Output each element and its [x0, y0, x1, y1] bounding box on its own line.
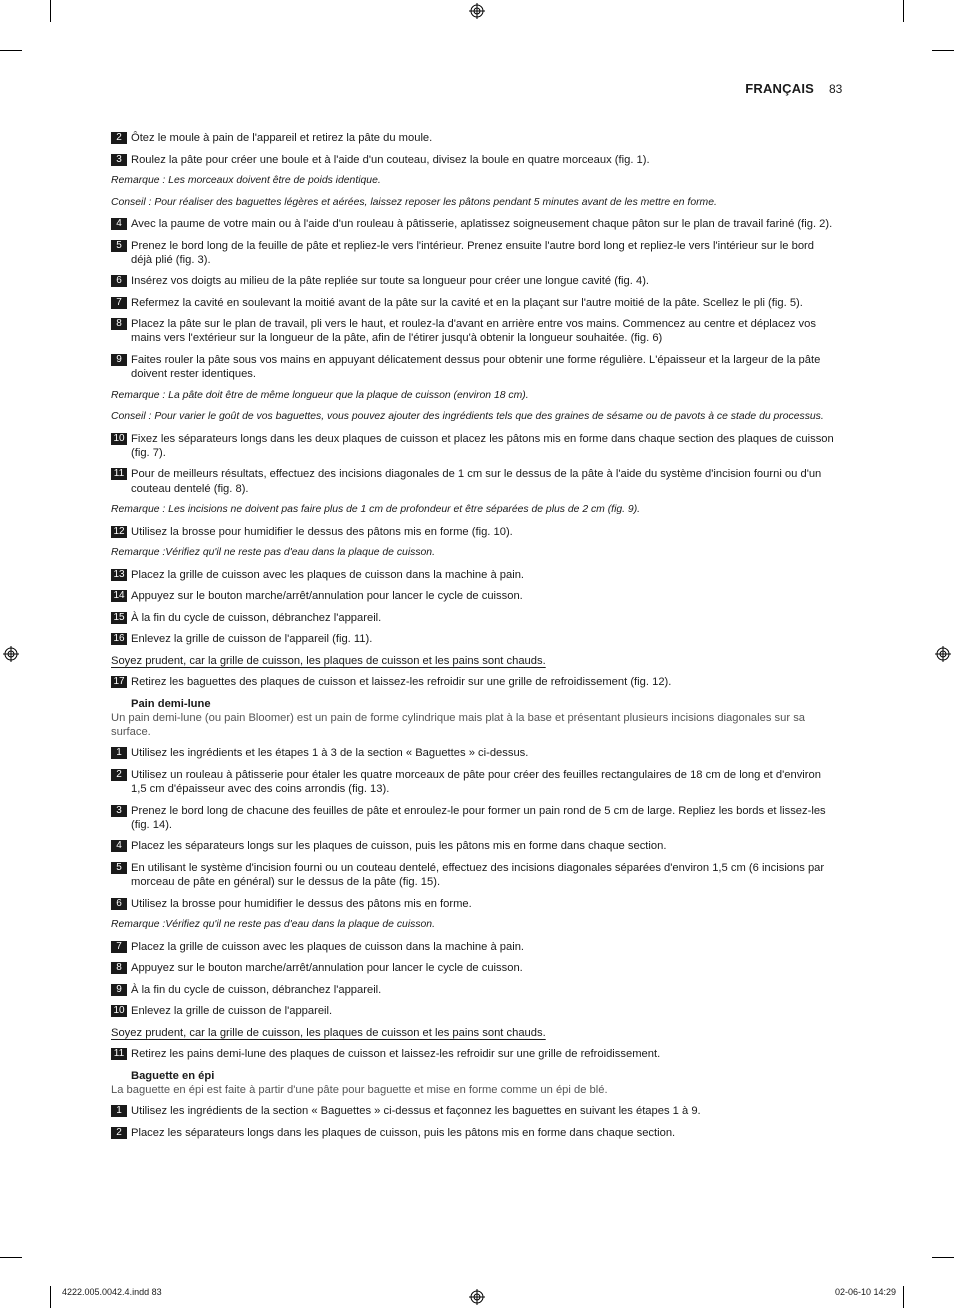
instruction-step [111, 296, 837, 310]
instruction-step [111, 1004, 837, 1018]
instruction-step [111, 217, 837, 231]
instruction-step [111, 675, 837, 689]
step-text: Utilisez les ingrédients et les étapes 1 à 3 de la section « Baguettes » ci-dessus. [131, 747, 529, 760]
instruction-step [111, 839, 837, 853]
step-text: Ôtez le moule à pain de l'appareil et retirez la pâte du moule. [131, 132, 433, 144]
section-intro: La baguette en épi est faite à partir d'une pâte pour baguette et mise en forme comme un épi de blé. [111, 1083, 608, 1096]
crop-mark [932, 50, 954, 51]
step-number-badge: 3 [111, 154, 127, 166]
step-number-badge: 2 [111, 1127, 127, 1139]
warning-text: Soyez prudent, car la grille de cuisson, les plaques de cuisson et les pains sont chauds. [111, 1026, 546, 1039]
step-number-badge: 3 [111, 805, 127, 817]
step-text: Utilisez la brosse pour humidifier le dessus des pâtons mis en forme. [131, 897, 472, 910]
instruction-step [111, 768, 837, 796]
crop-mark [903, 1286, 904, 1308]
step-number-badge: 7 [111, 941, 127, 953]
step-text: Insérez vos doigts au milieu de la pâte repliée sur toute sa longueur pour créer une longue cavité (fig. 4). [131, 275, 650, 288]
instruction-step [111, 1104, 837, 1118]
instruction-step [111, 131, 837, 145]
crop-mark [0, 1257, 22, 1258]
note-text: Remarque :Vérifiez qu'il ne reste pas d'eau dans la plaque de cuisson. [111, 919, 435, 931]
instruction-step [111, 239, 837, 267]
step-text: Prenez le bord long de la feuille de pâte et repliez-le vers l'intérieur. Prenez ensuite l'autre bord long et repliez-le vers l'intérieur sur le bord déjà plié (fig. 3). [131, 239, 814, 266]
step-number-badge: 13 [111, 569, 127, 581]
step-number-badge: 1 [111, 1105, 127, 1117]
step-number-badge: 9 [111, 984, 127, 996]
step-text: Refermez la cavité en soulevant la moitié avant de la pâte sur la cavité et en la plaçant sur l'autre moitié de la pâte. Scellez le pli (fig. 5). [131, 296, 803, 309]
instruction-step [111, 940, 837, 954]
step-number-badge: 6 [111, 275, 127, 287]
step-text: Placez la grille de cuisson avec les plaques de cuisson dans la machine à pain. [131, 568, 525, 581]
crop-mark [903, 0, 904, 22]
step-number-badge: 2 [111, 132, 127, 144]
instruction-step [111, 568, 837, 582]
step-text: Roulez la pâte pour créer une boule et à l'aide d'un couteau, divisez la boule en quatre morceaux (fig. 1). [131, 153, 650, 166]
step-text: En utilisant le système d'incision fourni ou un couteau dentelé, effectuez des incisions diagonales séparées d'environ 1,5 cm (6 incisions par morceau de pâte en général) sur le dessus de la pâte (fig. 15). [131, 861, 825, 889]
instruction-step [111, 897, 837, 911]
instruction-step [111, 961, 837, 975]
step-text: Utilisez la brosse pour humidifier le dessus des pâtons mis en forme (fig. 10). [131, 525, 513, 538]
step-text: À la fin du cycle de cuisson, débranchez l'appareil. [131, 983, 382, 996]
step-text: Placez la grille de cuisson avec les plaques de cuisson dans la machine à pain. [131, 940, 525, 953]
step-number-badge: 8 [111, 962, 127, 974]
step-text: Retirez les baguettes des plaques de cuisson et laissez-les refroidir sur une grille de refroidissement (fig. 12). [131, 676, 672, 689]
instruction-step [111, 1126, 837, 1140]
crop-mark [0, 50, 22, 51]
note-text: Remarque : La pâte doit être de même longueur que la plaque de cuisson (environ 18 cm). [111, 389, 529, 401]
instruction-content [111, 131, 837, 1147]
step-text: Fixez les séparateurs longs dans les deux plaques de cuisson et placez les pâtons mis en forme dans chaque section des plaques de cuisson (fig. 7). [131, 432, 834, 459]
step-text: Placez les séparateurs longs dans les plaques de cuisson, puis les pâtons mis en forme dans chaque section. [131, 1126, 676, 1139]
warning-text: Soyez prudent, car la grille de cuisson, les plaques de cuisson et les pains sont chauds. [111, 654, 546, 667]
step-number-badge: 5 [111, 240, 127, 252]
registration-mark-icon [469, 1289, 485, 1305]
step-text: Faites rouler la pâte sous vos mains en appuyant délicatement dessus pour obtenir une forme régulière. L'épaisseur et la largeur de la pâte doivent rester identiques. [131, 353, 821, 381]
step-text: Prenez le bord long de chacune des feuilles de pâte et enroulez-le pour former un pain rond de 5 cm de large. Repliez les bords et lissez-les (fig. 14). [131, 804, 826, 831]
instruction-step [111, 467, 837, 495]
crop-mark [932, 1257, 954, 1258]
step-number-badge: 2 [111, 769, 127, 781]
step-text: Enlevez la grille de cuisson de l'appareil (fig. 11). [131, 633, 373, 646]
footer-date: 02-06-10 14:29 [835, 1287, 897, 1297]
instruction-step [111, 861, 837, 889]
step-number-badge: 12 [111, 526, 127, 538]
registration-mark-icon [469, 3, 485, 19]
step-text: Utilisez un rouleau à pâtisserie pour étaler les quatre morceaux de pâte pour créer des feuilles rectangulaires de 18 cm de long et d'environ 1,5 cm d'épaisseur avec des coins arrondis (fig. 13). [131, 768, 821, 796]
step-text: À la fin du cycle de cuisson, débranchez l'appareil. [131, 611, 382, 624]
step-number-badge: 4 [111, 218, 127, 230]
instruction-step [111, 274, 837, 288]
instruction-step [111, 525, 837, 539]
footer-file-name: 4222.005.0042.4.indd 83 [62, 1287, 162, 1297]
step-number-badge: 11 [111, 468, 127, 480]
step-number-badge: 14 [111, 590, 127, 602]
step-number-badge: 9 [111, 354, 127, 366]
step-number-badge: 10 [111, 1005, 127, 1017]
page-number: 83 [829, 82, 843, 96]
note-text: Conseil : Pour varier le goût de vos baguettes, vous pouvez ajouter des ingrédients tels que des graines de sésame ou de pavots à ce stade du processus. [111, 411, 824, 423]
step-number-badge: 8 [111, 318, 127, 330]
page-language-header: FRANÇAIS [745, 81, 814, 96]
step-number-badge: 6 [111, 898, 127, 910]
step-number-badge: 10 [111, 433, 127, 445]
instruction-step [111, 589, 837, 603]
crop-mark [50, 1286, 51, 1308]
step-number-badge: 5 [111, 862, 127, 874]
step-text: Retirez les pains demi-lune des plaques de cuisson et laissez-les refroidir sur une grille de refroidissement. [131, 1048, 661, 1061]
instruction-step [111, 804, 837, 832]
instruction-step [111, 1047, 837, 1061]
step-number-badge: 11 [111, 1048, 127, 1060]
note-text: Remarque :Vérifiez qu'il ne reste pas d'eau dans la plaque de cuisson. [111, 547, 435, 559]
step-text: Placez la pâte sur le plan de travail, pli vers le haut, et roulez-la d'avant en arrière entre vos mains. Commencez au centre et déplacez vos mains vers l'extérieur sur la longueur de la pâte, afin de l'étirer jusqu'à obtenir la longueur souhaitée. (fig. 6) [131, 318, 816, 345]
step-number-badge: 7 [111, 297, 127, 309]
instruction-step [111, 153, 837, 167]
step-number-badge: 16 [111, 633, 127, 645]
step-text: Appuyez sur le bouton marche/arrêt/annulation pour lancer le cycle de cuisson. [131, 962, 523, 975]
step-text: Utilisez les ingrédients de la section « Baguettes » ci-dessus et façonnez les baguettes en suivant les étapes 1 à 9. [131, 1105, 701, 1118]
step-text: Avec la paume de votre main ou à l'aide d'un rouleau à pâtisserie, aplatissez soigneusement chaque pâton sur le plan de travail fariné (fig. 2). [131, 218, 833, 230]
section-heading: Pain demi-lune [131, 697, 211, 710]
instruction-step [111, 611, 837, 625]
instruction-step [111, 432, 837, 460]
note-text: Remarque : Les morceaux doivent être de poids identique. [111, 175, 381, 186]
registration-mark-icon [935, 646, 951, 662]
step-text: Appuyez sur le bouton marche/arrêt/annulation pour lancer le cycle de cuisson. [131, 590, 523, 603]
registration-mark-icon [3, 646, 19, 662]
note-text: Remarque : Les incisions ne doivent pas faire plus de 1 cm de profondeur et être séparées de plus de 2 cm (fig. 9). [111, 504, 641, 516]
instruction-step [111, 632, 837, 646]
instruction-step [111, 983, 837, 997]
step-number-badge: 4 [111, 840, 127, 852]
crop-mark [50, 0, 51, 22]
step-text: Enlevez la grille de cuisson de l'appareil. [131, 1005, 333, 1018]
instruction-step [111, 317, 837, 345]
step-number-badge: 1 [111, 747, 127, 759]
step-text: Placez les séparateurs longs sur les plaques de cuisson, puis les pâtons mis en forme dans chaque section. [131, 840, 667, 853]
instruction-step [111, 746, 837, 760]
section-intro: Un pain demi-lune (ou pain Bloomer) est un pain de forme cylindrique mais plat à la base et présentant plusieurs incisions diagonales sur sa surface. [111, 711, 806, 738]
step-number-badge: 15 [111, 612, 127, 624]
step-number-badge: 17 [111, 676, 127, 688]
step-text: Pour de meilleurs résultats, effectuez des incisions diagonales de 1 cm sur le dessus de la pâte à l'aide du système d'incision fourni ou d'un couteau dentelé (fig. 8). [131, 468, 822, 495]
instruction-step [111, 353, 837, 381]
section-heading: Baguette en épi [131, 1069, 215, 1082]
note-text: Conseil : Pour réaliser des baguettes légères et aérées, laissez reposer les pâtons pendant 5 minutes avant de les mettre en forme. [111, 196, 717, 208]
